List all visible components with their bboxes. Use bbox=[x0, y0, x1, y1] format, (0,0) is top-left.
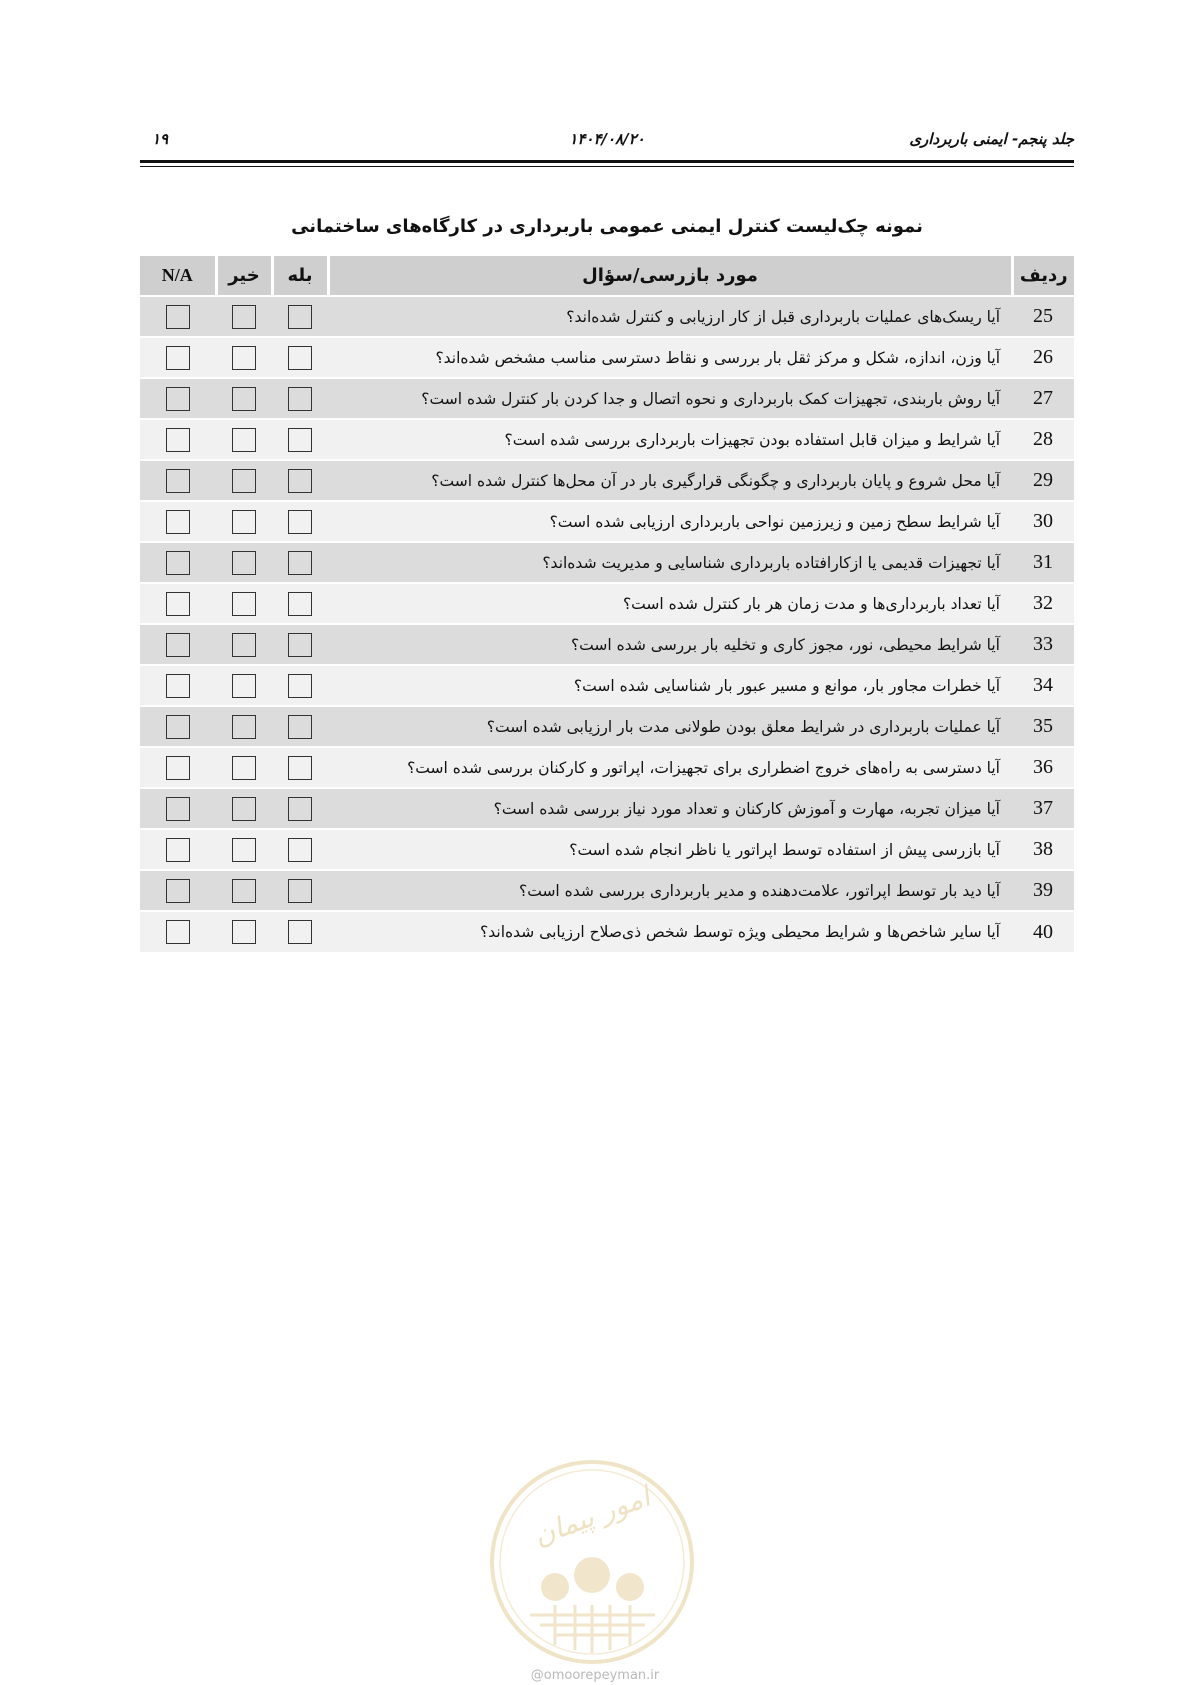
cell-no bbox=[216, 829, 272, 870]
row-question: آیا خطرات مجاور بار، موانع و مسیر عبور بار شناسایی شده است؟ bbox=[573, 676, 1000, 695]
row-question: آیا شرایط محیطی، نور، مجوز کاری و تخلیه بار بررسی شده است؟ bbox=[570, 635, 1000, 654]
row-question: آیا محل شروع و پایان باربرداری و چگونگی قرارگیری بار در آن محل‌ها کنترل شده است؟ bbox=[431, 471, 1000, 490]
column-header-no: خیر bbox=[216, 256, 272, 296]
cell-no bbox=[216, 624, 272, 665]
cell-no bbox=[216, 419, 272, 460]
watermark-logo-text: امور پیمان bbox=[529, 1479, 655, 1553]
cell-yes bbox=[272, 419, 328, 460]
page-header bbox=[140, 128, 1074, 156]
no-checkbox[interactable] bbox=[232, 879, 256, 903]
yes-checkbox[interactable] bbox=[288, 387, 312, 411]
na-checkbox[interactable] bbox=[166, 428, 190, 452]
page-number: ۱۹ bbox=[152, 130, 169, 148]
na-checkbox[interactable] bbox=[166, 551, 190, 575]
yes-checkbox[interactable] bbox=[288, 920, 312, 944]
na-checkbox[interactable] bbox=[166, 592, 190, 616]
cell-na bbox=[140, 460, 216, 501]
no-checkbox[interactable] bbox=[232, 428, 256, 452]
cell-yes bbox=[272, 501, 328, 542]
volume-title: جلد پنجم- ایمنی باربرداری bbox=[909, 130, 1074, 148]
table-row bbox=[140, 378, 1074, 419]
cell-yes bbox=[272, 378, 328, 419]
yes-checkbox[interactable] bbox=[288, 305, 312, 329]
cell-no bbox=[216, 337, 272, 378]
cell-na bbox=[140, 296, 216, 337]
cell-no bbox=[216, 501, 272, 542]
row-number: 27 bbox=[1033, 387, 1053, 409]
header-date: ۱۴۰۴/۰۸/۲۰ bbox=[569, 130, 645, 148]
row-number: 25 bbox=[1033, 305, 1053, 327]
yes-checkbox[interactable] bbox=[288, 346, 312, 370]
checklist-body bbox=[140, 296, 1074, 952]
row-number: 40 bbox=[1033, 920, 1053, 943]
cell-na bbox=[140, 706, 216, 747]
na-checkbox[interactable] bbox=[166, 346, 190, 370]
cell-na bbox=[140, 542, 216, 583]
watermark-logo bbox=[485, 1455, 700, 1670]
na-checkbox[interactable] bbox=[166, 674, 190, 698]
checklist-title: نمونه چک‌لیست کنترل ایمنی عمومی باربرداری در کارگاه‌های ساختمانی bbox=[291, 216, 923, 237]
na-checkbox[interactable] bbox=[166, 633, 190, 657]
table-row bbox=[140, 829, 1074, 870]
na-checkbox[interactable] bbox=[166, 838, 190, 862]
row-number: 39 bbox=[1033, 879, 1053, 901]
table-row bbox=[140, 296, 1074, 337]
cell-no bbox=[216, 788, 272, 829]
table-header-row bbox=[140, 256, 1074, 296]
cell-na bbox=[140, 665, 216, 706]
column-header-na: N/A bbox=[161, 265, 193, 285]
row-number: 34 bbox=[1033, 674, 1053, 696]
no-checkbox[interactable] bbox=[232, 715, 256, 739]
no-checkbox[interactable] bbox=[232, 346, 256, 370]
cell-no bbox=[216, 870, 272, 911]
cell-na bbox=[140, 378, 216, 419]
row-number: 29 bbox=[1033, 469, 1053, 491]
no-checkbox[interactable] bbox=[232, 633, 256, 657]
no-checkbox[interactable] bbox=[232, 387, 256, 411]
cell-yes bbox=[272, 337, 328, 378]
cell-yes bbox=[272, 788, 328, 829]
yes-checkbox[interactable] bbox=[288, 879, 312, 903]
cell-na bbox=[140, 829, 216, 870]
header-rule-thin bbox=[140, 166, 1074, 167]
cell-yes bbox=[272, 829, 328, 870]
cell-yes bbox=[272, 747, 328, 788]
table-row bbox=[140, 624, 1074, 665]
no-checkbox[interactable] bbox=[232, 756, 256, 780]
cell-no bbox=[216, 583, 272, 624]
yes-checkbox[interactable] bbox=[288, 469, 312, 493]
row-number: 33 bbox=[1033, 633, 1053, 655]
no-checkbox[interactable] bbox=[232, 797, 256, 821]
na-checkbox[interactable] bbox=[166, 469, 190, 493]
no-checkbox[interactable] bbox=[232, 551, 256, 575]
cell-yes bbox=[272, 870, 328, 911]
table-row bbox=[140, 706, 1074, 747]
table-row bbox=[140, 460, 1074, 501]
cell-yes bbox=[272, 460, 328, 501]
cell-no bbox=[216, 747, 272, 788]
no-checkbox[interactable] bbox=[232, 510, 256, 534]
row-question: آیا وزن، اندازه، شکل و مرکز ثقل بار بررسی و نقاط دسترسی مناسب مشخص شده‌اند؟ bbox=[435, 348, 1000, 367]
na-checkbox[interactable] bbox=[166, 756, 190, 780]
row-question: آیا عملیات باربرداری در شرایط معلق بودن طولانی مدت بار ارزیابی شده است؟ bbox=[486, 717, 1000, 736]
table-row bbox=[140, 542, 1074, 583]
row-question: آیا دسترسی به راه‌های خروج اضطراری برای تجهیزات، اپراتور و کارکنان بررسی شده است؟ bbox=[407, 758, 1000, 777]
yes-checkbox[interactable] bbox=[288, 633, 312, 657]
column-header-row-number: ردیف bbox=[1012, 256, 1074, 296]
header-rule-thick bbox=[140, 160, 1074, 163]
yes-checkbox[interactable] bbox=[288, 428, 312, 452]
checklist-table bbox=[140, 256, 1074, 952]
yes-checkbox[interactable] bbox=[288, 592, 312, 616]
yes-checkbox[interactable] bbox=[288, 838, 312, 862]
row-question: آیا ریسک‌های عملیات باربرداری قبل از کار ارزیابی و کنترل شده‌اند؟ bbox=[566, 307, 1000, 326]
yes-checkbox[interactable] bbox=[288, 551, 312, 575]
no-checkbox[interactable] bbox=[232, 469, 256, 493]
watermark-url: @omoorepeyman.ir bbox=[530, 1668, 660, 1683]
cell-na bbox=[140, 870, 216, 911]
cell-na bbox=[140, 501, 216, 542]
table-row bbox=[140, 788, 1074, 829]
row-question: آیا تعداد باربرداری‌ها و مدت زمان هر بار کنترل شده است؟ bbox=[622, 594, 1000, 613]
cell-no bbox=[216, 460, 272, 501]
yes-checkbox[interactable] bbox=[288, 797, 312, 821]
row-number: 37 bbox=[1033, 797, 1053, 819]
cell-no bbox=[216, 542, 272, 583]
row-question: آیا شرایط و میزان قابل استفاده بودن تجهیزات باربرداری بررسی شده است؟ bbox=[504, 430, 1000, 449]
cell-no bbox=[216, 378, 272, 419]
cell-na bbox=[140, 788, 216, 829]
row-question: آیا میزان تجربه، مهارت و آموزش کارکنان و تعداد مورد نیاز بررسی شده است؟ bbox=[493, 799, 1000, 818]
na-checkbox[interactable] bbox=[166, 387, 190, 411]
no-checkbox[interactable] bbox=[232, 674, 256, 698]
cell-yes bbox=[272, 583, 328, 624]
na-checkbox[interactable] bbox=[166, 305, 190, 329]
table-row bbox=[140, 583, 1074, 624]
no-checkbox[interactable] bbox=[232, 920, 256, 944]
yes-checkbox[interactable] bbox=[288, 510, 312, 534]
cell-yes bbox=[272, 296, 328, 337]
na-checkbox[interactable] bbox=[166, 715, 190, 739]
column-header-yes: بله bbox=[272, 256, 328, 296]
cell-na bbox=[140, 624, 216, 665]
table-row bbox=[140, 419, 1074, 460]
cell-na bbox=[140, 747, 216, 788]
cell-yes bbox=[272, 911, 328, 952]
gear-icon bbox=[541, 1557, 644, 1601]
row-number: 28 bbox=[1033, 428, 1053, 450]
table-row bbox=[140, 501, 1074, 542]
na-checkbox[interactable] bbox=[166, 879, 190, 903]
row-question: آیا شرایط سطح زمین و زیرزمین نواحی باربرداری ارزیابی شده است؟ bbox=[549, 512, 1000, 531]
na-checkbox[interactable] bbox=[166, 797, 190, 821]
column-header-question: مورد بازرسی/سؤال bbox=[328, 256, 1012, 296]
cell-na bbox=[140, 583, 216, 624]
table-row bbox=[140, 337, 1074, 378]
cell-no bbox=[216, 706, 272, 747]
cell-yes bbox=[272, 665, 328, 706]
row-number: 36 bbox=[1033, 756, 1053, 778]
yes-checkbox[interactable] bbox=[288, 756, 312, 780]
row-number: 26 bbox=[1033, 346, 1053, 368]
na-checkbox[interactable] bbox=[166, 510, 190, 534]
yes-checkbox[interactable] bbox=[288, 674, 312, 698]
no-checkbox[interactable] bbox=[232, 305, 256, 329]
row-question: آیا سایر شاخص‌ها و شرایط محیطی ویژه توسط شخص ذی‌صلاح ارزیابی شده‌اند؟ bbox=[480, 923, 1000, 941]
row-number: 35 bbox=[1033, 715, 1053, 737]
cell-no bbox=[216, 911, 272, 952]
table-row bbox=[140, 911, 1074, 952]
yes-checkbox[interactable] bbox=[288, 715, 312, 739]
row-question: آیا روش باربندی، تجهیزات کمک باربرداری و نحوه اتصال و جدا کردن بار کنترل شده است؟ bbox=[421, 389, 1000, 408]
row-number: 32 bbox=[1033, 592, 1053, 614]
row-number: 30 bbox=[1033, 510, 1053, 532]
table-row bbox=[140, 665, 1074, 706]
no-checkbox[interactable] bbox=[232, 592, 256, 616]
cell-na bbox=[140, 419, 216, 460]
row-number: 38 bbox=[1033, 838, 1053, 860]
cell-na bbox=[140, 337, 216, 378]
cell-yes bbox=[272, 624, 328, 665]
row-question: آیا بازرسی پیش از استفاده توسط اپراتور یا ناظر انجام شده است؟ bbox=[569, 840, 1000, 859]
na-checkbox[interactable] bbox=[166, 920, 190, 944]
cell-yes bbox=[272, 706, 328, 747]
row-question: آیا دید بار توسط اپراتور، علامت‌دهنده و مدیر باربرداری بررسی شده است؟ bbox=[519, 881, 1000, 900]
table-row bbox=[140, 747, 1074, 788]
cell-yes bbox=[272, 542, 328, 583]
row-number: 31 bbox=[1033, 551, 1053, 573]
no-checkbox[interactable] bbox=[232, 838, 256, 862]
row-question: آیا تجهیزات قدیمی یا ازکارافتاده باربرداری شناسایی و مدیریت شده‌اند؟ bbox=[542, 553, 1000, 572]
cell-na bbox=[140, 911, 216, 952]
table-row bbox=[140, 870, 1074, 911]
cell-no bbox=[216, 665, 272, 706]
cell-no bbox=[216, 296, 272, 337]
